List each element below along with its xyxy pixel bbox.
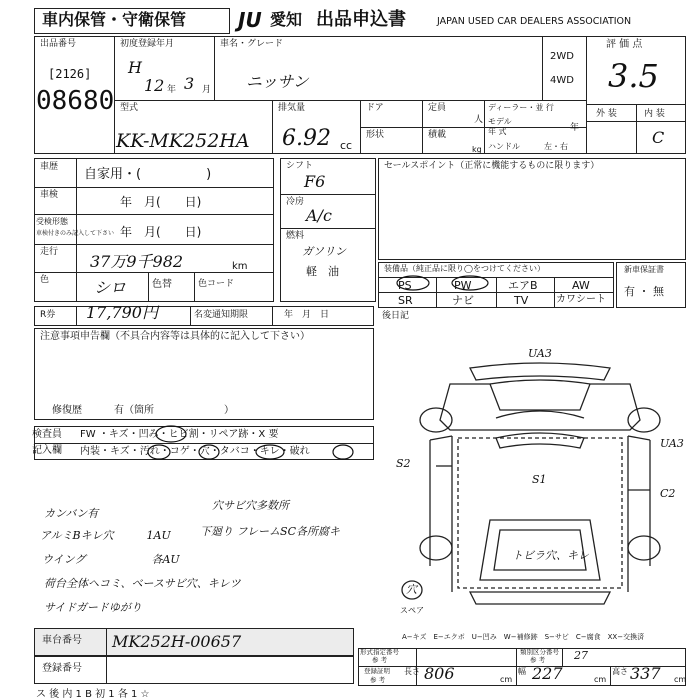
equip-leather-seat: カワシート — [556, 294, 606, 305]
note-line-6: 穴サビ穴多数所 — [212, 499, 289, 512]
km-unit: km — [232, 261, 248, 272]
cert-label-2: 参 考 — [370, 676, 386, 684]
selling-points-box — [378, 158, 686, 260]
note-line-3: ウイング 各AU — [42, 553, 180, 566]
score-label: 評 価 点 — [606, 39, 643, 50]
first-reg-label: 初度登録年月 — [120, 39, 175, 49]
name-change-value: 年 月 日 — [284, 310, 330, 320]
year-unit: 年 — [167, 85, 177, 95]
mileage: 37万9千982 — [90, 252, 184, 271]
damage-s2: S2 — [396, 457, 411, 470]
damage-legend: A−キズ E−エクボ U−凹み W−補修跡 S−サビ C−腐食 XX−交換済 — [402, 633, 645, 641]
color-label: 色 — [40, 275, 50, 285]
width-value: 227 — [532, 664, 563, 683]
person-unit: 人 — [474, 115, 484, 125]
equip-pw: PW — [454, 279, 472, 292]
name-change-label: 名変通知期限 — [194, 310, 249, 320]
reg-month: 3 — [184, 74, 195, 93]
pickup-value: 年 月( 日) — [120, 225, 202, 239]
damage-s1: S1 — [532, 473, 547, 486]
month-unit: 月 — [202, 85, 212, 95]
mileage-label: 走行 — [40, 247, 59, 257]
chassis-number: MK252H-00657 — [112, 632, 242, 651]
note-line-7: 下廻り フレームSC各所腐キ — [200, 525, 341, 538]
width-label: 幅 — [518, 667, 526, 676]
r-ticket-label: R券 — [40, 310, 56, 320]
model-year-label-2: 年 式 — [488, 127, 507, 136]
reg-era: H — [128, 58, 142, 77]
color-change-label: 色替 — [152, 279, 172, 290]
length-value: 806 — [424, 664, 455, 683]
fw-row: FW ・キズ・凹み・ヒビ割・リペア跡・X 要 — [80, 429, 279, 440]
fuel-label: 燃料 — [286, 231, 305, 241]
shaken-value: 年 月( 日) — [120, 195, 202, 209]
form-title: 出品申込書 — [316, 9, 406, 30]
lot-small-number: [2126] — [48, 67, 92, 81]
color-code-label: 色コード — [198, 279, 235, 289]
displacement-label: 排気量 — [278, 103, 306, 113]
note-line-5: サイドガードゆがり — [44, 601, 142, 614]
load-label: 積載 — [428, 130, 447, 140]
model-name-label: 車名・グレード — [220, 39, 284, 49]
shift-value: F6 — [304, 172, 326, 191]
shift-block — [280, 158, 376, 302]
damage-door-note: トビラ穴、キレ — [512, 549, 589, 562]
exterior-label: 外 装 — [596, 109, 617, 119]
spare-label: スペア — [400, 606, 424, 615]
logo-city: 愛知 — [270, 10, 303, 29]
damage-ua3-right: UA3 — [660, 437, 684, 450]
equip-navi: ナビ — [452, 294, 474, 307]
reg-year: 12 — [144, 76, 165, 95]
shaken-label: 車検 — [40, 190, 59, 200]
equip-tv: TV — [514, 294, 529, 307]
spare-mark: 穴 — [406, 583, 417, 596]
damage-ua3-front: UA3 — [528, 347, 552, 360]
class-spec-label-2: 参 考 — [530, 656, 546, 664]
registration-label: 登録番号 — [42, 663, 82, 674]
chassis-label: 車台番号 — [42, 635, 82, 646]
association-name: JAPAN USED CAR DEALERS ASSOCIATION — [437, 16, 632, 27]
displacement: 6.92 — [282, 126, 331, 151]
handle-label: ハンドル — [488, 142, 520, 151]
drive-2wd: 2WD — [550, 51, 574, 62]
car-name: ニッサン — [246, 72, 309, 91]
note-line-1: カンバン有 — [44, 507, 99, 520]
interior-grade: C — [652, 128, 665, 147]
bottom-strip: ス 後 内 1 B 初 1 各 1 ☆ — [36, 689, 150, 700]
drive-4wd: 4WD — [550, 75, 574, 86]
length-cm: cm — [500, 675, 513, 684]
repair-history-label: 修復歴 — [52, 405, 82, 416]
color-value: シロ — [94, 278, 127, 297]
model-year-label-1: モデル — [488, 117, 512, 126]
year-char: 年 — [570, 123, 580, 133]
cc-unit: cc — [340, 139, 353, 152]
height-cm: cm — [674, 675, 687, 684]
length-label: 長さ — [404, 667, 420, 676]
equip-aw: AW — [572, 279, 590, 292]
caution-label: 注意事項申告欄（不具合内容等は具体的に記入して下さい） — [40, 331, 310, 342]
form-spec-label-2: 参 考 — [372, 656, 388, 664]
selling-points-label: セールスポイント（正常に機能するものに限ります） — [384, 161, 600, 171]
pickup-label-2: 車検付きのみ記入して下さい — [36, 230, 115, 237]
r-ticket-value: 17,790円 — [86, 303, 158, 322]
fill-label: 記入欄 — [32, 445, 62, 456]
class-spec-value: 27 — [574, 649, 588, 662]
fuel-options: 軽 油 — [306, 265, 339, 278]
usage-value: 自家用・( ) — [84, 167, 212, 182]
storage-type-label: 車内保管・守衛保管 — [42, 10, 187, 29]
model-type: KK-MK252HA — [116, 130, 250, 152]
inspector-label: 検査員 — [32, 429, 62, 440]
form-spec-label-1: 形式指定番号 — [360, 648, 399, 656]
equip-sr: SR — [398, 294, 413, 307]
repair-history-value: 有（箇所 ） — [114, 405, 234, 416]
score: 3.5 — [608, 57, 659, 95]
cooler-label: 冷房 — [286, 197, 305, 207]
note-line-2: アルミBキレ穴 1AU — [40, 529, 171, 542]
class-spec-label-1: 類別区分番号 — [520, 648, 559, 656]
equip-ps: PS — [398, 279, 412, 292]
fuel-value: ガソリン — [302, 245, 346, 258]
interior-label: 内 装 — [644, 109, 665, 119]
lot-number: 08680 — [36, 86, 115, 116]
new-warranty-label: 新車保証書 — [624, 265, 664, 274]
shape-label: 形状 — [366, 130, 385, 140]
new-warranty-options: 有 ・ 無 — [624, 285, 664, 298]
note-line-4: 荷台全体ヘコミ、ベースサビ穴、キレツ — [44, 577, 241, 590]
height-value: 337 — [630, 664, 661, 683]
width-cm: cm — [594, 675, 607, 684]
handle-options: 左・右 — [544, 142, 568, 151]
height-label: 高さ — [612, 667, 628, 676]
cert-label-1: 登録証明 — [364, 667, 390, 675]
interior-defect-row: 内装・キズ・汚れ・コゲ・穴・タバコ・キレ・破れ — [80, 446, 310, 457]
equipment-label: 装備品（純正品に限り◯をつけてください） — [384, 264, 545, 273]
type-label: 型式 — [120, 103, 139, 113]
ju-logo: JU — [238, 8, 262, 32]
dealer-label: ディーラー・並 行 — [488, 103, 554, 112]
kg-unit: kg — [472, 145, 482, 154]
registration-row — [34, 656, 354, 684]
pickup-label-1: 受検形態 — [36, 217, 68, 226]
shift-label: シフト — [286, 161, 314, 171]
equip-airbag: エアB — [508, 279, 538, 292]
after-note-label: 後日記 — [382, 311, 410, 321]
damage-c2: C2 — [660, 487, 676, 500]
capacity-label: 定員 — [428, 103, 447, 113]
lot-number-label: 出品番号 — [40, 39, 77, 49]
history-label: 車歴 — [40, 162, 59, 172]
door-label: ドア — [366, 103, 384, 113]
cooler-value: A/c — [306, 206, 332, 225]
